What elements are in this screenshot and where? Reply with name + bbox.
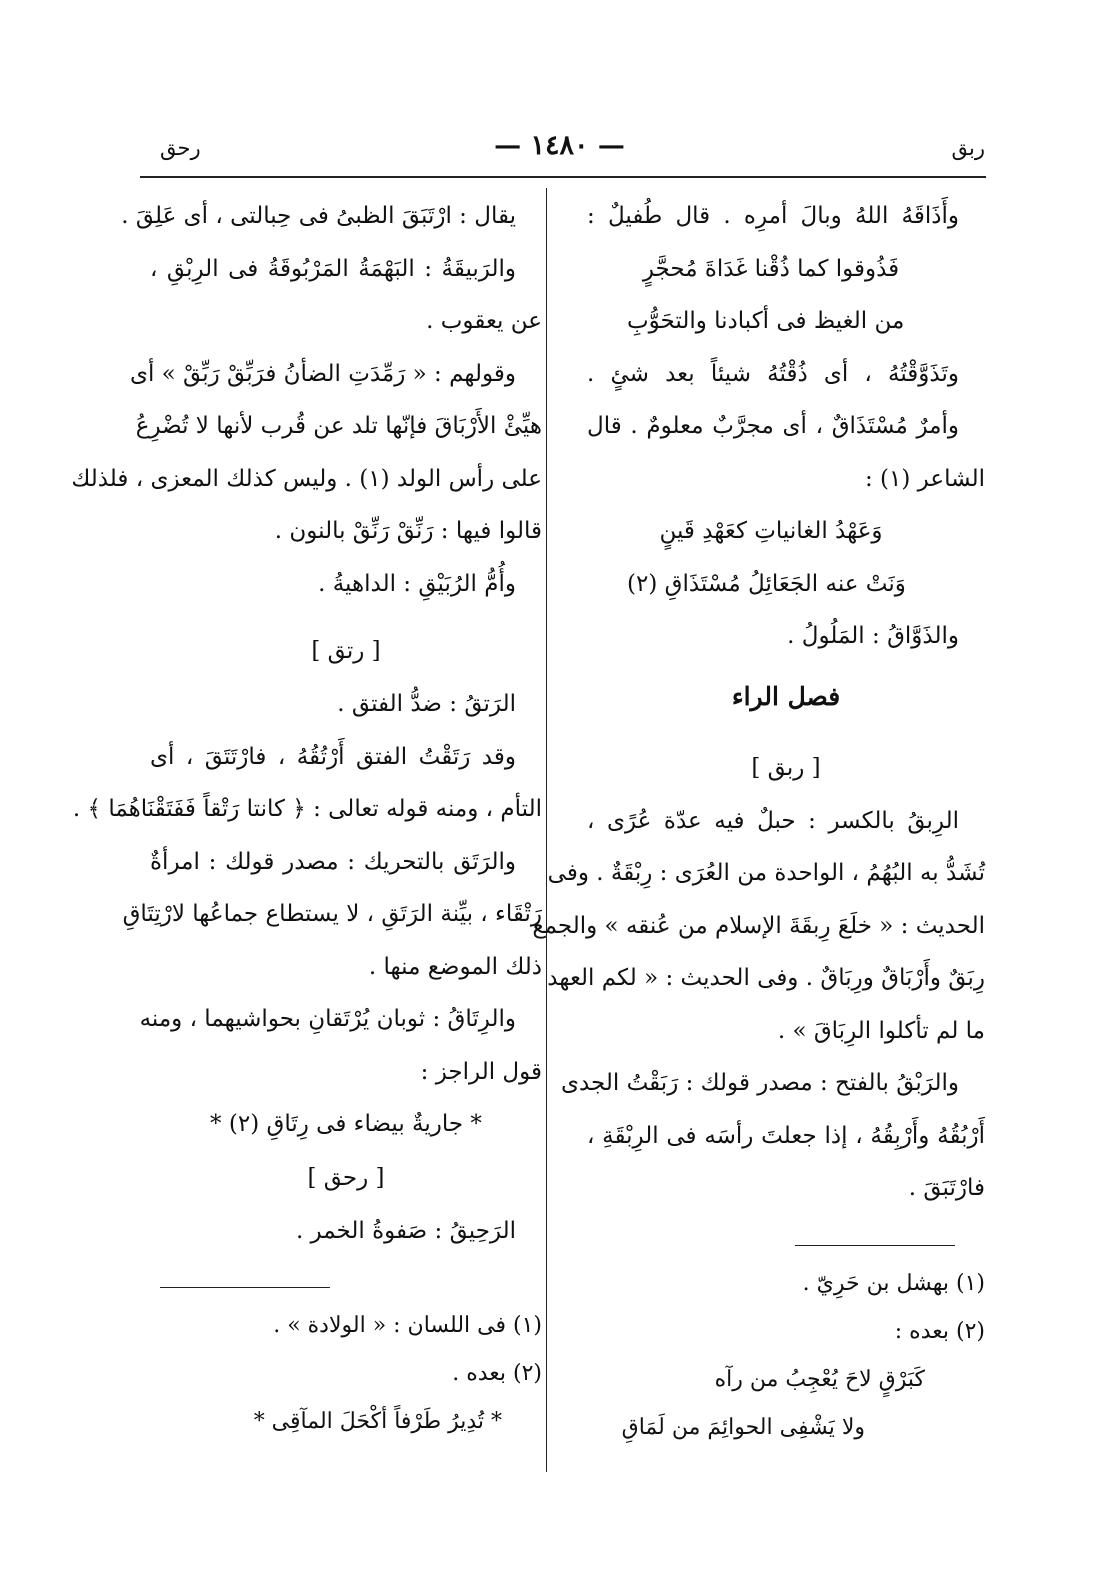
- left-column: [71, 190, 542, 1446]
- text-line: وأُمُّ الرُبَيْقِ : الداهيةُ .: [318, 570, 516, 597]
- entry-heading: [ رحق ]: [307, 1164, 385, 1191]
- page-number: — ١٤٨٠ —: [494, 130, 625, 161]
- text-line: والرَبيقَةُ : البَهْمَةُ المَرْبُوقَةُ فى الرِبْقِ ،: [150, 255, 516, 282]
- footnote-verse: كَبَرْقٍ لاحَ يُعْجِبُ من رآه: [714, 1366, 925, 1392]
- verse-line: من الغيظ فى أكبادنا والتحَوُّبِ: [627, 308, 905, 334]
- text-line: والرِتَاقُ : ثوبان يُرْتَقانِ بحواشيهما ، ومنه: [139, 1006, 516, 1032]
- right-column: [532, 190, 985, 1452]
- footnote-verse: * تُدِيرُ طَرْفاً أكْحَلَ المآقِى *: [253, 1409, 502, 1434]
- verse-line: وَعَهْدُ الغانياتِ كعَهْدِ قَينٍ: [659, 518, 883, 544]
- footnote-rule: [795, 1245, 955, 1246]
- text-line: والرَبْقُ بالفتح : مصدر قولك : رَبَقْتُ الجدى: [560, 1070, 959, 1096]
- text-line: وأَذَاقَهُ اللهُ وبالَ أمرِه . قال طُفيلٌ :: [587, 203, 959, 229]
- text-line: يقال : ارْتَبَقَ الظبىُ فى حِبالتى ، أى عَلِقَ .: [121, 203, 516, 229]
- header-rule: [140, 176, 986, 178]
- text-line: الرِبقُ بالكسر : حبلٌ فيه عدّة عُرًى ،: [587, 807, 959, 834]
- header-right-keyword: ربق: [951, 136, 985, 160]
- text-line: هيِّئْ الأَرْبَاقَ فإنّها تلد عن قُرب لأنها لا تُضْرِعُ: [135, 413, 542, 439]
- text-line: تُشَدُّ به البُهُمُ ، الواحدة من العُرَى : رِبْقَةٌ . وفى: [547, 860, 985, 886]
- text-line: ذلك الموضع منها .: [368, 953, 542, 980]
- text-line: قالوا فيها : رَنِّقْ رَنِّقْ بالنون .: [274, 518, 542, 544]
- text-line: والرَتَق بالتحريك : مصدر قولك : امرأةٌ: [150, 848, 516, 875]
- text-line: وأمرٌ مُسْتَذَاقٌ ، أى مجرَّبٌ معلومٌ . قال: [587, 413, 959, 439]
- section-title: فصل الراء: [731, 681, 841, 711]
- text-line: وقولهم : « رَمِّدَتِ الضأنُ فرَبِّقْ رَبِّقْ » أى: [129, 360, 516, 387]
- text-line: رِبَقٌ وأَرْبَاقٌ ورِبَاقٌ . وفى الحديث : « لكم العهد: [547, 965, 985, 991]
- text-line: عن يعقوب .: [426, 308, 542, 334]
- verse-line: وَنَتْ عنه الجَعَائِلُ مُسْتَذَاقِ (٢): [627, 570, 906, 597]
- text-line: وتَذَوَّقْتُهُ ، أى ذُقْتُهُ شيئاً بعد شئٍ .: [587, 360, 959, 387]
- column-divider: [546, 188, 547, 1472]
- footnote: (٢) بعده .: [452, 1361, 542, 1386]
- text-line: الحديث : « خلَعَ رِبقَةَ الإسلام من عُنقه » والجمع: [532, 912, 985, 939]
- footnote: (٢) بعده :: [894, 1318, 985, 1344]
- text-line: وقد رَتَقْتُ الفتق أَرْتُقُهُ ، فارْتَتَقَ ، أى: [150, 743, 516, 770]
- footnote: (١) فى اللسان : « الولادة » .: [273, 1313, 542, 1338]
- text-line: فارْتَبَقَ .: [908, 1175, 985, 1201]
- text-line: الرَتقُ : ضدُّ الفتق .: [337, 691, 516, 717]
- verse-line: فَذُوقوا كما ذُقْنا غَدَاةَ مُحجَّرٍ: [642, 255, 900, 282]
- text-line: التأم ، ومنه قوله تعالى : ﴿ كانتا رَتْقاً فَفَتَقْنَاهُمَا ﴾ .: [72, 796, 542, 822]
- text-line: ما لم تأكلوا الرِبَاقَ » .: [777, 1017, 985, 1044]
- text-line: رَتْقَاء ، بيِّنة الرَتَقِ ، لا يستطاع جماعُها لارْتِتَاقِ: [122, 901, 542, 927]
- header-left-keyword: رحق: [160, 136, 201, 160]
- verse-line: * جاريةٌ بيضاء فى رِتَاقِ (٢) *: [210, 1111, 482, 1137]
- text-line: الشاعر (١) :: [864, 465, 985, 492]
- footnote-rule: [160, 1287, 330, 1288]
- text-line: والذَوَّاقُ : المَلُولُ .: [787, 623, 959, 649]
- text-line: على رأس الولد (١) . وليس كذلك المعزى ، فلذلك: [71, 465, 542, 492]
- text-line: أَرْبُقُهُ وأَرْبِقُهُ ، إذا جعلتَ رأسَه فى الرِبْقَةِ ،: [587, 1122, 985, 1149]
- footnote-verse: ولا يَشْفِى الحوائِمَ من لَمَاقِ: [621, 1414, 865, 1440]
- footnote: (١) بهشل بن حَرِيّ .: [802, 1270, 985, 1296]
- text-line: قول الراجز :: [420, 1058, 542, 1085]
- entry-heading: [ رتق ]: [311, 638, 381, 664]
- entry-heading: [ ربق ]: [751, 754, 821, 781]
- text-line: الرَحِيقُ : صَفوةُ الخمر .: [295, 1217, 516, 1244]
